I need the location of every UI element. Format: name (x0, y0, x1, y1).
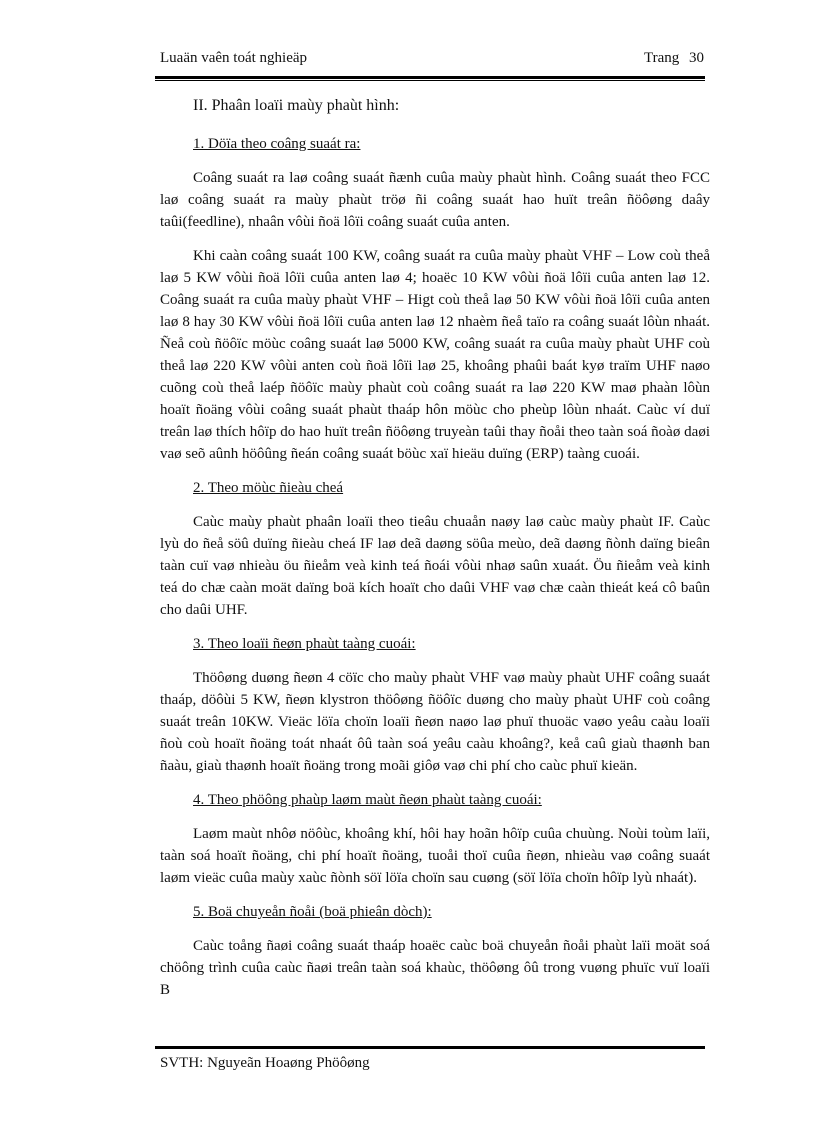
header-title: Luaän vaên toát nghieäp (160, 50, 308, 66)
page-header (160, 50, 704, 72)
section-heading-2: 2. Theo möùc ñieàu cheá (193, 480, 344, 496)
section-heading-1: 1. Döïa theo coâng suaát ra: (193, 136, 361, 152)
header-rule-thin (155, 80, 705, 81)
header-rule (155, 76, 705, 79)
page-number: Trang 30 (643, 50, 704, 66)
section-heading-5: 5. Boä chuyeån ñoåi (boä phieân dòch): (193, 904, 432, 920)
paragraph: Coâng suaát ra laø coâng suaát ñænh cuûa maùy phaùt hình. Coâng suaát theo FCC laø coâng suaát ra maùy phaùt tröø ñi coâng suaát hao huït treân ñöôøng daây taûi(feedline), nhaân vôùi ñoä lôïi coâng suaát cuûa anten. (160, 170, 710, 230)
footer-rule (155, 1046, 705, 1049)
paragraph: Thöôøng duøng ñeøn 4 cöïc cho maùy phaùt VHF vaø maùy phaùt UHF coâng suaát thaáp, döôùi 5 KW, ñeøn klystron thöôøng ñöôïc duøng cho maùy phaùt UHF coù coâng suaát treân 10KW. Vieäc löïa choïn loaïi ñeøn naøo laø phuï thuoäc vaøo yeâu caàu loaïi ñoù coù hoaït ñoäng toát nhaát ôû taàn soá yeâu caàu khoâng?, keå caû giaù thaønh ban ñaàu, giaù thaønh hoaït ñoäng trong moãi giôø vaø chi phí cho caùc phuï kieän. (160, 670, 710, 774)
section-title: II. Phaân loaïi maùy phaùt hình: (193, 97, 400, 114)
section-heading-3: 3. Theo loaïi ñeøn phaùt taàng cuoái: (193, 636, 416, 652)
section-heading-4: 4. Theo phöông phaùp laøm maùt ñeøn phaùt taàng cuoái: (193, 792, 542, 808)
page-content (160, 95, 710, 1013)
paragraph: Laøm maùt nhôø nöôùc, khoâng khí, hôi hay hoãn hôïp cuûa chuùng. Noùi toùm laïi, taàn soá hoaït ñoäng, chi phí hoaït ñoäng, tuoåi thoï cuûa ñeøn, nhieàu vaø coâng suaát laøm vieäc cuûa maùy xaùc ñònh söï löïa choïn sau cuøng (söï löïa choïn hôïp lyù nhaát). (160, 826, 710, 886)
paragraph: Caùc maùy phaùt phaân loaïi theo tieâu chuaån naøy laø caùc maùy phaùt IF. Caùc lyù do ñeå söû duïng ñieàu cheá IF laø deã daøng söûa meùo, deã daøng ñònh daïng bieân taàn cuï vaø nhieàu öu ñieåm veà kinh teá ñoái vôùi nhaø saûn xuaát. Öu ñieåm veà kinh teá do chæ caàn moät daïng boä kích hoaït cho daûi VHF vaø chæ caàn thieát keá cô baûn cho daûi UHF. (160, 514, 710, 618)
paragraph: Khi caàn coâng suaát 100 KW, coâng suaát ra cuûa maùy phaùt VHF – Low coù theå laø 5 KW vôùi ñoä lôïi cuûa anten laø 4; hoaëc 10 KW vôùi ñoä lôïi cuûa anten laø 12. Coâng suaát ra cuûa maùy phaùt VHF – Higt coù theå laø 50 KW vôùi ñoä lôïi cuûa anten laø 8 hay 30 KW vôùi ñoä lôïi cuûa anten laø 12 nhaèm ñeå taïo ra coâng suaát lôùn nhaát. Ñeå coù ñöôïc möùc coâng suaát laø 5000 KW, coâng suaát ra cuûa maùy phaùt UHF coù theå laø 220 KW vôùi anten coù ñoä lôïi laø 25, khoâng phaûi baát kyø traïm UHF naøo cuõng coù theå laép ñöôïc maùy phaùt coù coâng suaát ra laø 220 KW maø phaàn lôùn hoaït ñoäng vôùi coâng suaát phaùt thaáp hôn möùc cho pheùp lôùn nhaát. Caùc ví duï treân laø thích hôïp do hao huït treân ñöôøng truyeàn taûi thay ñoåi theo taàn soá ñoàø daøi vaø seõ aûnh höôûng ñeán coâng suaát böùc xaï hieäu duïng (ERP) taàng cuoái. (160, 248, 710, 462)
page-footer: SVTH: Nguyeãn Hoaøng Phöôøng (160, 1055, 370, 1071)
paragraph: Caùc toång ñaøi coâng suaát thaáp hoaëc caùc boä chuyeån ñoåi phaùt laïi moät soá chöông trình cuûa caùc ñaøi treân taàn soá khaùc, thöôøng ôû trong vuøng phuïc vuï loaïi B (160, 938, 710, 998)
